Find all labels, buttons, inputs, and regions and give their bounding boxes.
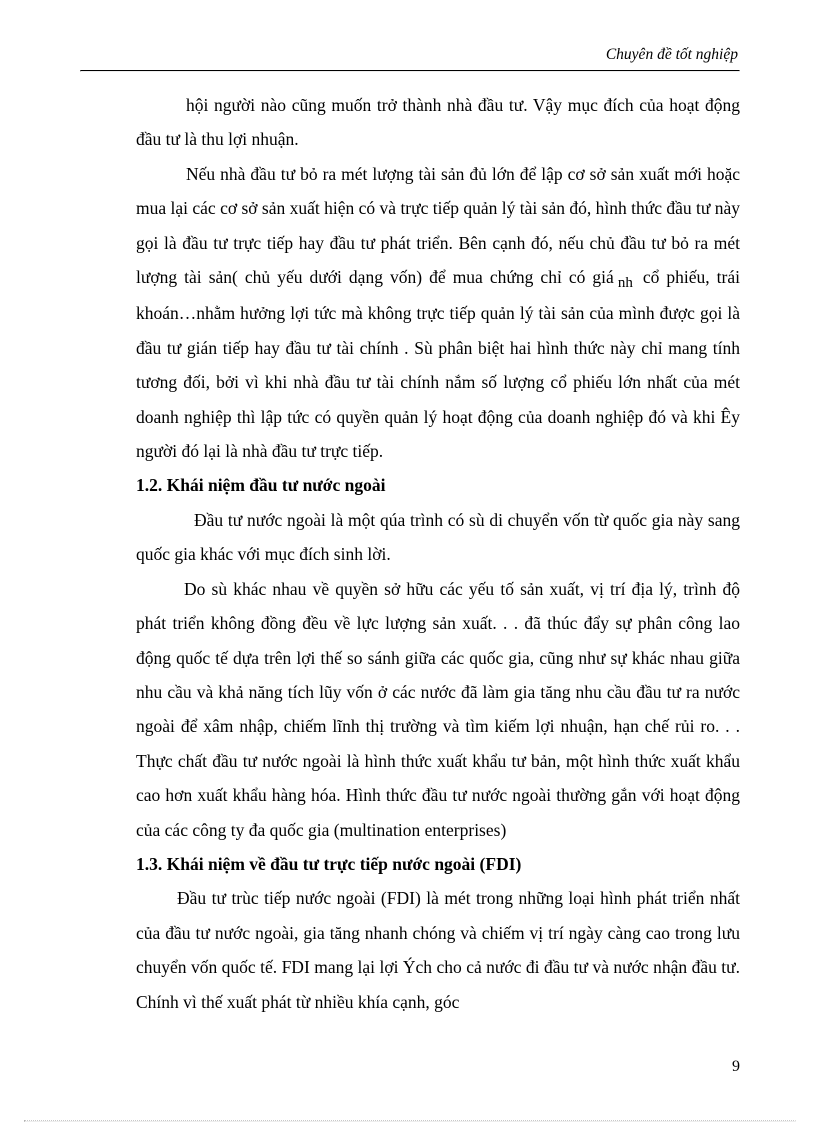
paragraph-foreign-investment-causes: Do sù khác nhau về quyền sở hữu các yếu tố sản xuất, vị trí địa lý, trình độ phát triển không đồng đều về lực lượng sản xuất. . . đã thúc đẩy sự phân công lao động quốc tế dựa trên lợi thế so sánh giữa các quốc gia, cũng như sự khác nhau giữa nhu cầu và khả năng tích lũy vốn ở các nước đã làm gia tăng nhu cầu đầu tư ra nước ngoài để xâm nhập, chiếm lĩnh thị trường và tìm kiếm lợi nhuận, hạn chế rủi ro. . . Thực chất đầu tư nước ngoài là hình thức xuất khẩu tư bản, một hình thức xuất khẩu cao hơn xuất khẩu hàng hóa. Hình thức đầu tư nước ngoài thường gắn với hoạt động của các công ty đa quốc gia (multination enterprises) (136, 578, 740, 840)
running-header: Chuyên đề tốt nghiệp (605, 46, 738, 63)
stray-subscript-text: nh (617, 275, 633, 292)
paragraph-direct-indirect-investment (136, 157, 740, 469)
page-number: 9 (732, 1058, 740, 1075)
paragraph-investment-purpose: hội người nào cũng muốn trở thành nhà đầu tư. Vậy mục đích của hoạt động đầu tư là thu lợi nhuận. (136, 95, 740, 150)
footer-rule (24, 1120, 796, 1122)
paragraph-text-part-1: Nếu nhà đầu tư bỏ ra mét lượng tài sản đủ lớn để lập cơ sở sản xuất mới hoặc mua lại các cơ sở sản xuất hiện có và trực tiếp quản lý tài sản đó, hình thức đầu tư này gọi là đầu tư trực tiếp hay đầu tư phát triển. Bên cạnh đó, nếu chủ đầu tư bỏ ra mét lượng tài sản( chủ yếu dưới dạng vốn) để mua chứng chỉ có giá (136, 163, 740, 288)
paragraph-foreign-investment-definition: Đầu tư nước ngoài là một qúa trình có sù di chuyển vốn từ quốc gia này sang quốc gia khác với mục đích sinh lời. (136, 509, 740, 565)
section-heading-1-2: 1.2. Khái niệm đầu tư nước ngoài (136, 475, 386, 496)
document-body (136, 88, 740, 1019)
header-rule (80, 70, 740, 72)
paragraph-fdi-definition: Đầu tư trùc tiếp nước ngoài (FDI) là mét trong những loại hình phát triển nhất của đầu tư nước ngoài, gia tăng nhanh chóng và chiếm vị trí ngày càng cao trong lưu chuyển vốn quốc tế. FDI mang lại lợi Ých cho cả nước đi đầu tư và nước nhận đầu tư. Chính vì thế xuất phát từ nhiều khía cạnh, góc (136, 888, 740, 1012)
paragraph-text-part-2: cổ phiếu, trái khoán…nhằm hưởng lợi tức mà không trực tiếp quản lý tài sản của mình được gọi là đầu tư gián tiếp hay đầu tư tài chính . Sù phân biệt hai hình thức này chỉ mang tính tương đối, bởi vì khi nhà đầu tư tài chính nắm số lượng cổ phiếu lớn nhất của mét doanh nghiệp thì lập tức có quyền quản lý hoạt động của doanh nghiệp đó và khi Êy người đó lại là nhà đầu tư trực tiếp. (136, 267, 741, 462)
section-heading-1-3: 1.3. Khái niệm về đầu tư trực tiếp nước ngoài (FDI) (136, 853, 522, 874)
